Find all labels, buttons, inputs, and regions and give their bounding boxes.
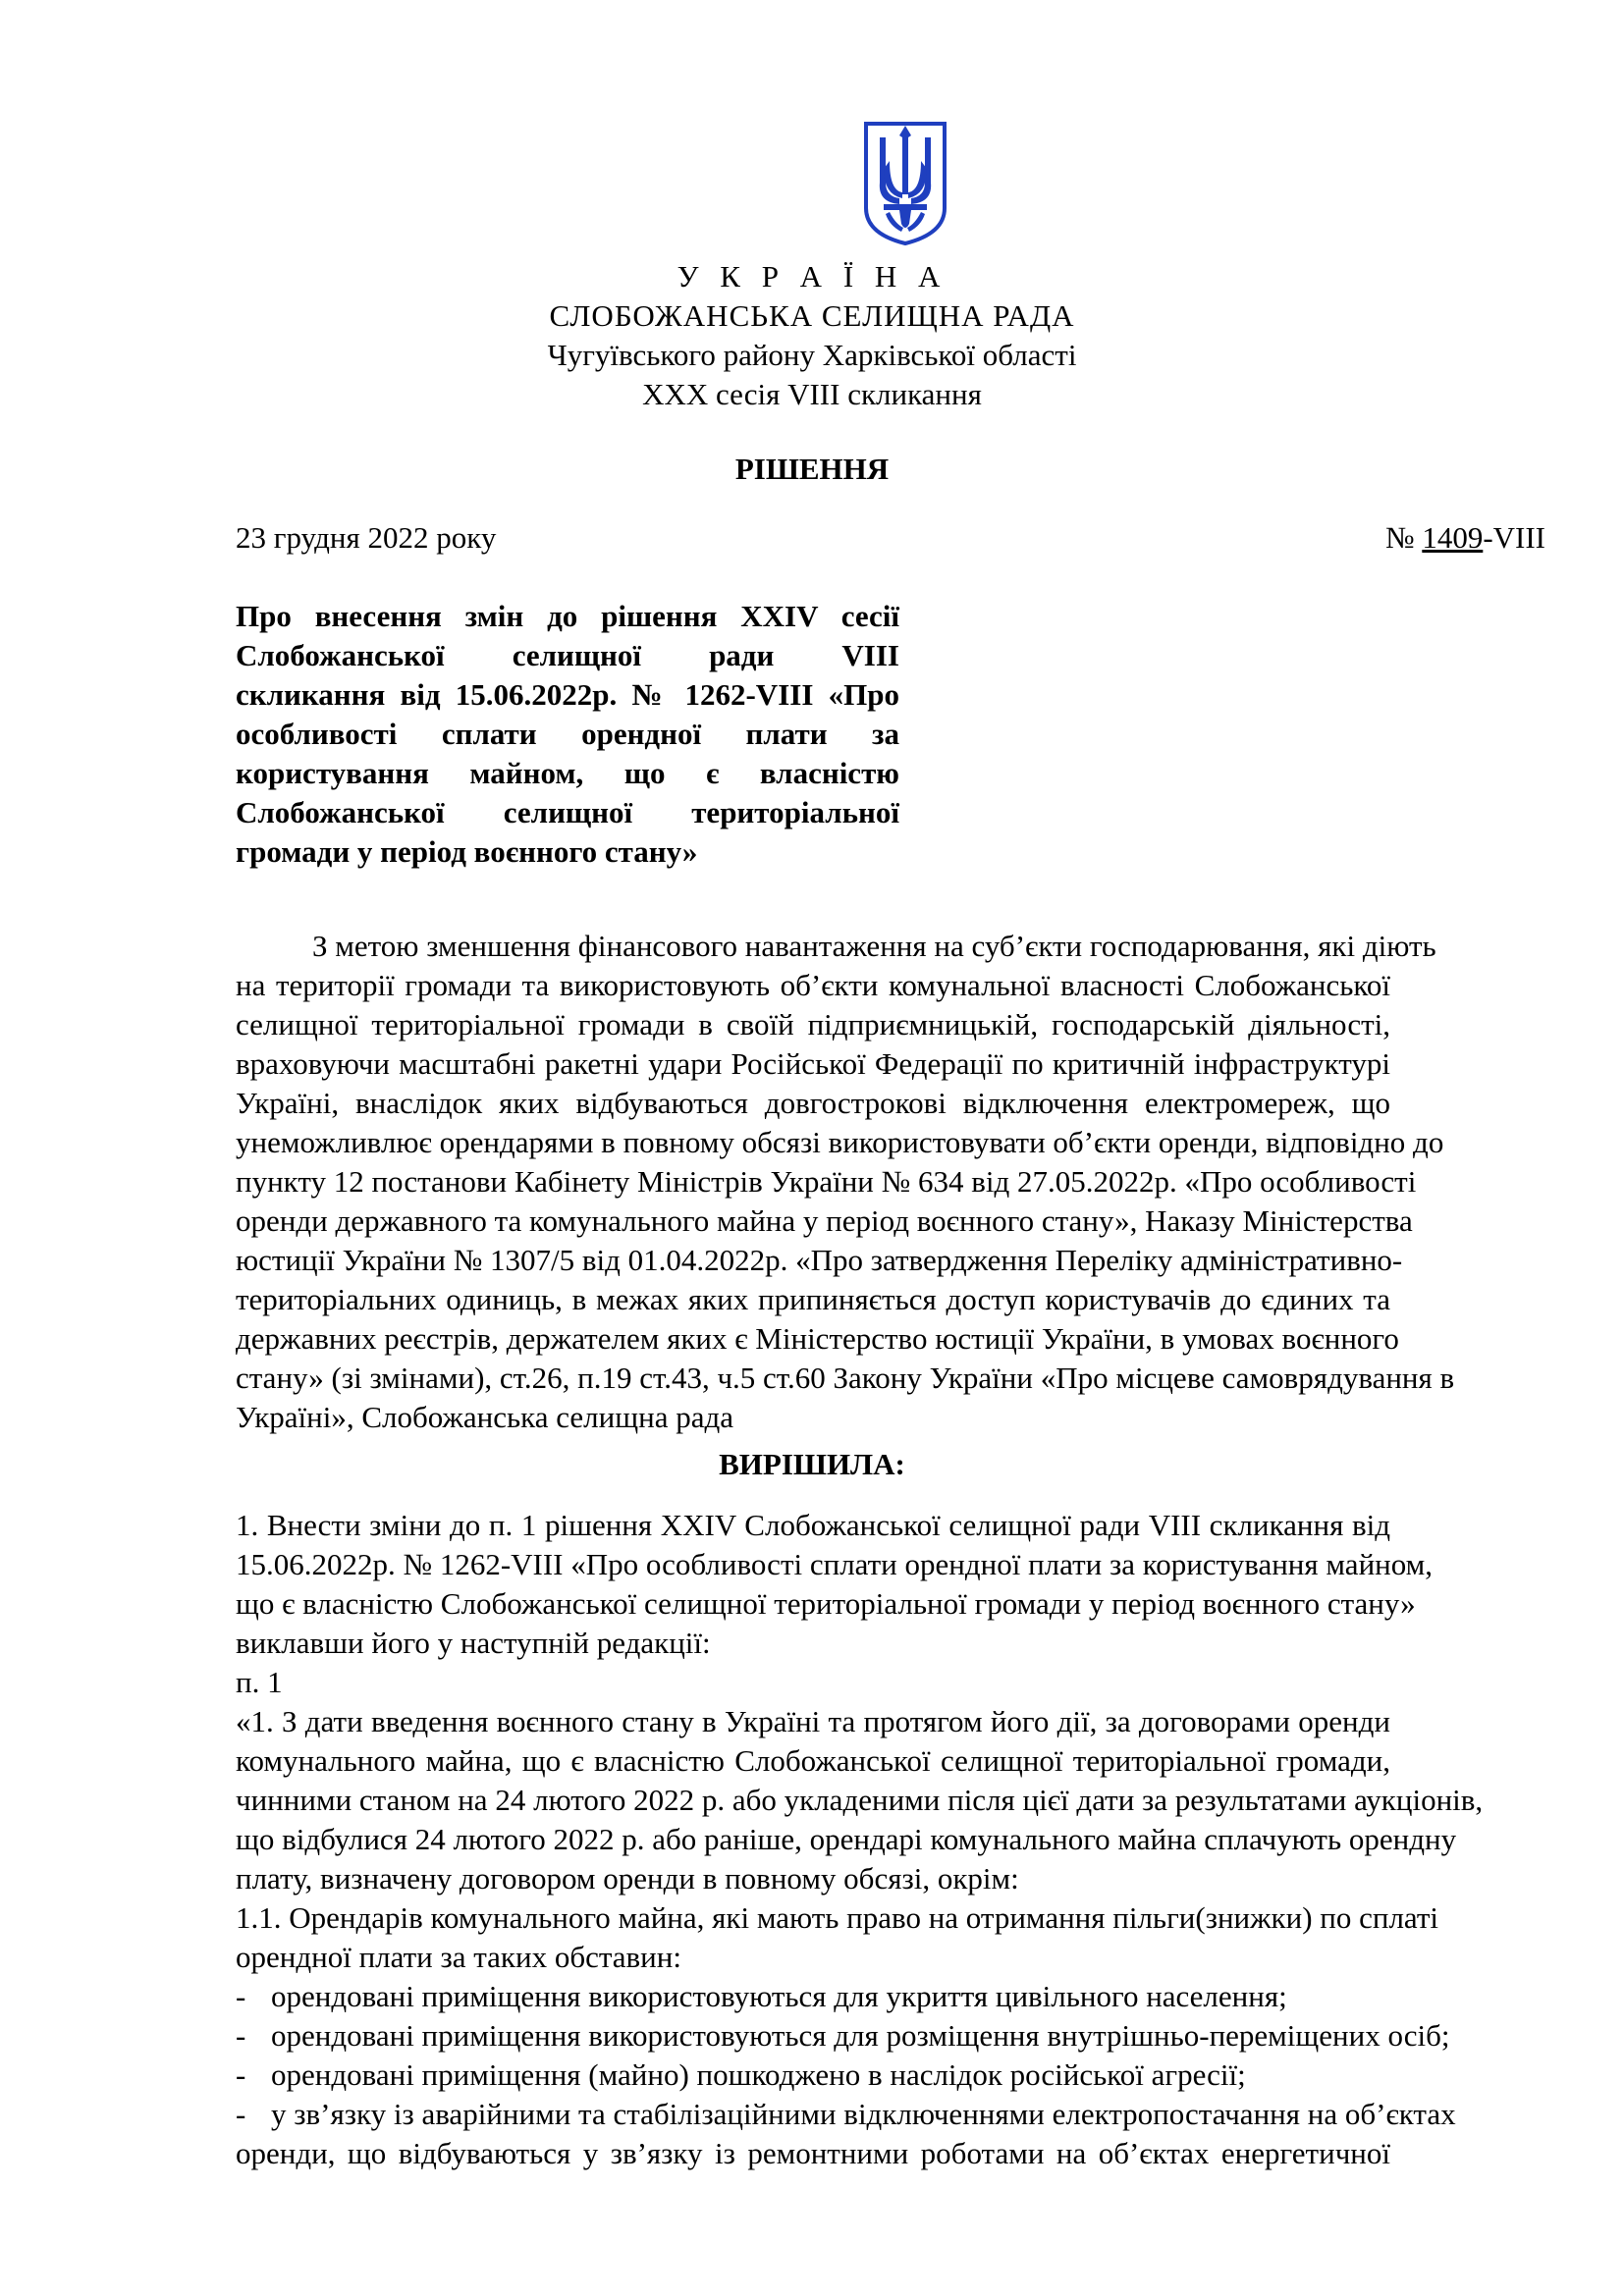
preamble-line: Україні, внаслідок яких відбуваються довгострокові відключення електромереж, що — [236, 1086, 1390, 1120]
preamble-line: унеможливлює орендарями в повному обсязі використовувати об’єкти оренди, відповідно до — [236, 1125, 1444, 1159]
bullet-item: - орендовані приміщення використовуються для укриття цивільного населення; — [236, 1977, 1390, 2016]
preamble-line: територіальних одиниць, в межах яких припиняється доступ користувачів до єдиних та — [236, 1282, 1390, 1316]
preamble-line: оренди державного та комунального майна у період воєнного стану», Наказу Міністерства — [236, 1203, 1413, 1238]
subject-line: особливості сплати орендної плати за — [236, 717, 899, 751]
bullet-item: - у зв’язку із аварійними та стабілізаційними відключеннями електропостачання на об’єктах — [236, 2095, 1390, 2134]
quote-line: комунального майна, що є власністю Слобожанської селищної територіальної громади, — [236, 1743, 1390, 1778]
country-name: У К Р А Ї Н А — [677, 259, 947, 294]
item-line: що є власністю Слобожанської селищної територіальної громади у період воєнного стану» — [236, 1586, 1416, 1621]
item-1 — [236, 1506, 1484, 2173]
subject-line: Слобожанської селищної ради VIII — [236, 638, 899, 672]
quote-line: що відбулися 24 лютого 2022 р. або раніше, орендарі комунального майна сплачують орендну — [236, 1822, 1457, 1856]
preamble-line: юстиції України № 1307/5 від 01.04.2022р. «Про затвердження Переліку адміністративно- — [236, 1243, 1403, 1277]
dash-bullet-icon: - — [236, 2097, 246, 2131]
subject-line: Слобожанської селищної територіальної — [236, 795, 899, 829]
district-name: Чугуївського району Харківської області — [547, 338, 1077, 372]
preamble-line: Україні», Слобожанська селищна рада — [236, 1400, 733, 1434]
item-line: виклавши його у наступній редакції: — [236, 1626, 711, 1660]
bullet-item: - орендовані приміщення (майно) пошкоджено в наслідок російської агресії; — [236, 2056, 1390, 2095]
dash-bullet-icon: - — [236, 2057, 246, 2092]
preamble-line: на території громади та використовують об’єкти комунальної власності Слобожанської — [236, 968, 1390, 1002]
decision-number: № 1409-VIII — [1384, 520, 1545, 555]
subject-line: громади у період воєнного стану» — [236, 834, 698, 869]
dash-bullet-icon: - — [236, 2018, 246, 2053]
subject-line: скликання від 15.06.2022р. № 1262-VIII «Про — [236, 677, 899, 712]
preamble-line: державних реєстрів, держателем яких є Міністерство юстиції України, в умовах воєнного — [236, 1321, 1399, 1356]
quote-line: плату, визначену договором оренди в повному обсязі, окрім: — [236, 1861, 1019, 1896]
bullet-continuation: оренди, що відбуваються у зв’язку із ремонтними роботами на об’єктах енергетичної — [236, 2136, 1390, 2170]
subject-line: користування майном, що є власністю — [236, 756, 899, 790]
item-line: 1. Внести зміни до п. 1 рішення XXIV Слобожанської селищної ради VIII скликання від — [236, 1508, 1390, 1542]
subject-line: Про внесення змін до рішення XXIV сесії — [236, 599, 899, 633]
coat-of-arms-icon — [860, 118, 950, 247]
item-line: 15.06.2022р. № 1262-VIII «Про особливості сплати орендної плати за користування майном, — [236, 1547, 1434, 1581]
item-1-1-line: 1.1. Орендарів комунального майна, які мають право на отримання пільги(знижки) по сплаті — [236, 1900, 1439, 1935]
council-name: СЛОБОЖАНСЬКА СЕЛИЩНА РАДА — [549, 298, 1075, 333]
quote-line: «1. З дати введення воєнного стану в Україні та протягом його дії, за договорами оренди — [236, 1704, 1390, 1738]
decision-subject — [236, 597, 899, 872]
bullet-item: - орендовані приміщення використовуються для розміщення внутрішньо-переміщених осіб; — [236, 2016, 1390, 2056]
dash-bullet-icon: - — [236, 1979, 246, 2013]
quote-line: чинними станом на 24 лютого 2022 р. або укладеними після цієї дати за результатами аукціонів, — [236, 1783, 1484, 1817]
preamble — [236, 927, 1455, 1437]
session-name: ХХХ сесія VIII скликання — [642, 377, 982, 411]
item-1-1-line: орендної плати за таких обставин: — [236, 1940, 681, 1974]
preamble-line: стану» (зі змінами), ст.26, п.19 ст.43, ч.5 ст.60 Закону України «Про місцеве самоврядування в — [236, 1361, 1455, 1395]
preamble-line: пункту 12 постанови Кабінету Міністрів України № 634 від 27.05.2022р. «Про особливості — [236, 1164, 1417, 1199]
preamble-line: враховуючи масштабні ракетні удари Російської Федерації по критичній інфраструктурі — [236, 1046, 1390, 1081]
decided-heading: ВИРІШИЛА: — [719, 1447, 905, 1481]
preamble-line: селищної територіальної громади в своїй підприємницькій, господарській діяльності, — [236, 1007, 1390, 1041]
decision-date: 23 грудня 2022 року — [236, 520, 497, 555]
preamble-line: З метою зменшення фінансового навантаження на суб’єкти господарювання, які діють — [312, 929, 1436, 963]
document-type: РІШЕННЯ — [734, 452, 890, 486]
p1-label: п. 1 — [236, 1665, 283, 1699]
